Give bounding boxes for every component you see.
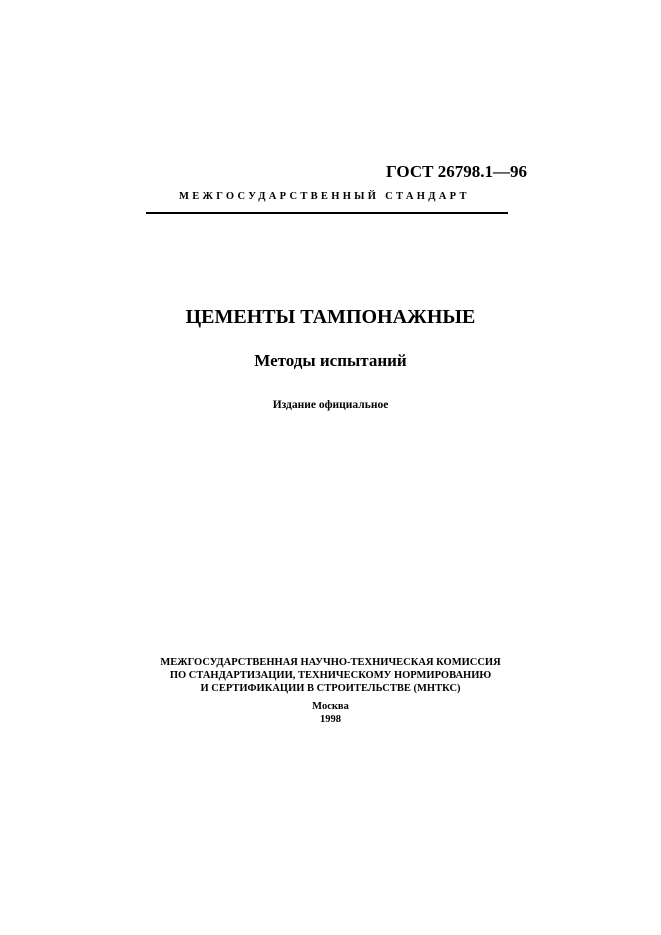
publication-city: Москва [312, 701, 349, 712]
standard-type-label: МЕЖГОСУДАРСТВЕННЫЙ СТАНДАРТ [179, 191, 470, 202]
document-title: ЦЕМЕНТЫ ТАМПОНАЖНЫЕ [185, 306, 476, 328]
document-number: ГОСТ 26798.1—96 [386, 162, 527, 181]
publisher-block [0, 656, 661, 695]
publisher-line: МЕЖГОСУДАРСТВЕННАЯ НАУЧНО-ТЕХНИЧЕСКАЯ КОМИССИЯ [160, 657, 501, 668]
publisher-line: ПО СТАНДАРТИЗАЦИИ, ТЕХНИЧЕСКОМУ НОРМИРОВАНИЮ [169, 670, 492, 681]
edition-label: Издание официальное [272, 399, 389, 411]
publication-year: 1998 [320, 714, 341, 725]
imprint-block [0, 700, 661, 726]
document-subtitle: Методы испытаний [254, 351, 407, 370]
header-divider [146, 212, 508, 214]
publisher-line: И СЕРТИФИКАЦИИ В СТРОИТЕЛЬСТВЕ (МНТКС) [200, 683, 461, 694]
